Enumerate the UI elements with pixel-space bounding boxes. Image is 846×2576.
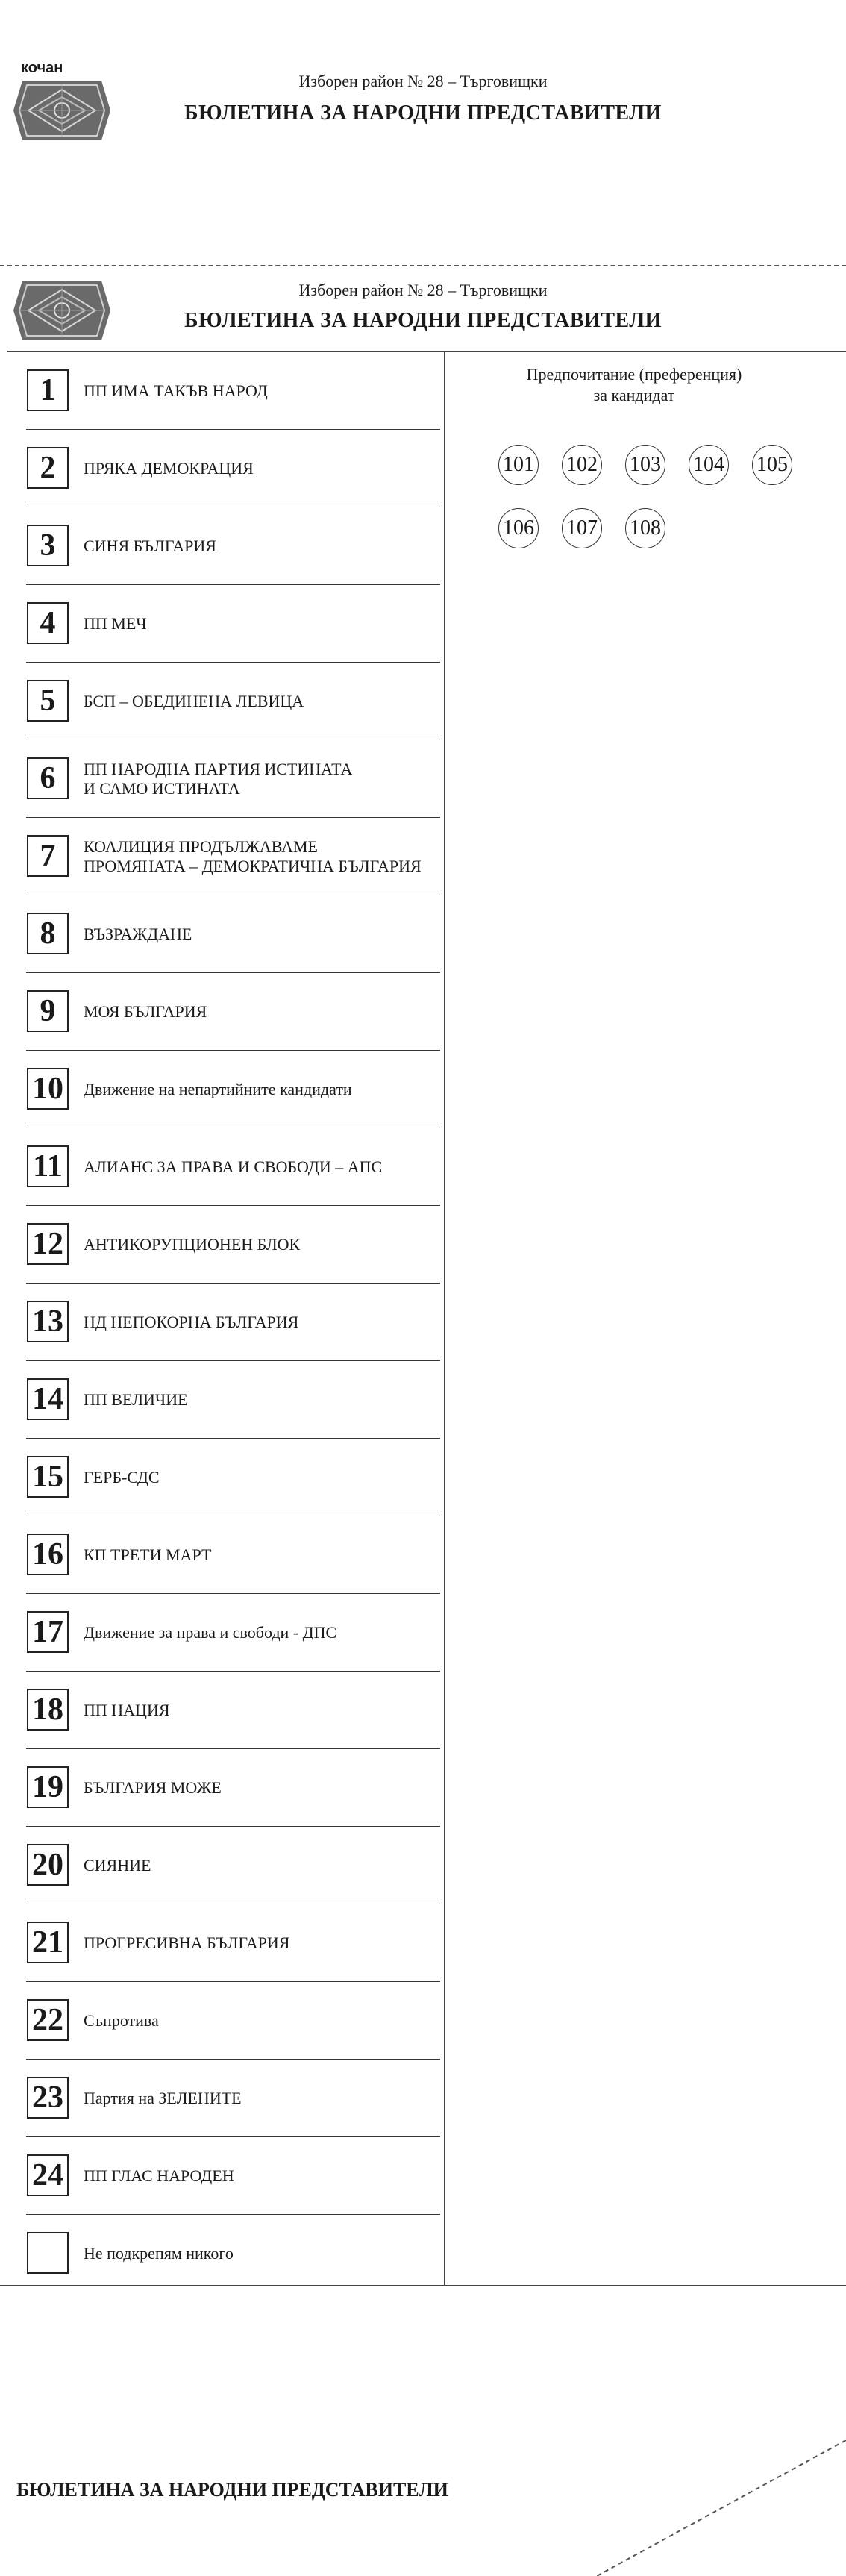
party-vote-box[interactable]: 24: [27, 2154, 69, 2196]
party-vote-box[interactable]: 3: [27, 525, 69, 566]
party-name: АЛИАНС ЗА ПРАВА И СВОБОДИ – АПС: [84, 1157, 383, 1176]
party-vote-box[interactable]: 15: [27, 1456, 69, 1498]
party-vote-box[interactable]: 6: [27, 757, 69, 799]
party-vote-box[interactable]: 4: [27, 602, 69, 644]
party-row: [0, 1128, 440, 1206]
party-row: [0, 818, 440, 895]
preference-circle[interactable]: 103: [625, 445, 665, 485]
party-vote-box[interactable]: 20: [27, 1844, 69, 1886]
party-vote-box[interactable]: 19: [27, 1766, 69, 1808]
party-row: [0, 430, 440, 507]
party-row: [0, 507, 440, 585]
party-vote-box[interactable]: [27, 2232, 69, 2274]
party-vote-box[interactable]: 23: [27, 2077, 69, 2119]
bottom-ballot-title: БЮЛЕТИНА ЗА НАРОДНИ ПРЕДСТАВИТЕЛИ: [16, 2479, 448, 2501]
preference-circle[interactable]: 104: [689, 445, 729, 485]
party-row: [0, 2215, 440, 2292]
party-vote-box[interactable]: 2: [27, 447, 69, 489]
party-vote-box[interactable]: 9: [27, 990, 69, 1032]
party-row: [0, 1904, 440, 1982]
party-name: ПРОГРЕСИВНА БЪЛГАРИЯ: [84, 1933, 290, 1952]
perforation-line: [0, 265, 846, 266]
party-vote-box[interactable]: 16: [27, 1534, 69, 1575]
party-row: [0, 1284, 440, 1361]
party-row: [0, 663, 440, 740]
party-row: [0, 973, 440, 1051]
preference-title: Предпочитание (преференция) за кандидат: [526, 365, 742, 404]
party-name: СИЯНИЕ: [84, 1856, 151, 1875]
party-name: АНТИКОРУПЦИОНЕН БЛОК: [84, 1235, 301, 1254]
party-name: Движение за права и свободи - ДПС: [84, 1623, 337, 1642]
party-row: [0, 1827, 440, 1904]
party-vote-box[interactable]: 22: [27, 1999, 69, 2041]
preference-circle[interactable]: 108: [625, 508, 665, 548]
party-name: ПП МЕЧ: [84, 614, 147, 633]
party-name: МОЯ БЪЛГАРИЯ: [84, 1002, 207, 1021]
party-row: [0, 585, 440, 663]
party-vote-box[interactable]: 14: [27, 1378, 69, 1420]
party-vote-box[interactable]: 11: [27, 1145, 69, 1187]
party-name: Не подкрепям никого: [84, 2244, 234, 2263]
party-name: ГЕРБ-СДС: [84, 1468, 160, 1486]
party-row: [0, 1361, 440, 1439]
preference-circle[interactable]: 105: [752, 445, 792, 485]
party-row: [0, 1594, 440, 1672]
party-name: ПП ВЕЛИЧИЕ: [84, 1390, 188, 1409]
party-row: [0, 1206, 440, 1284]
diagonal-cut-line: [597, 2440, 846, 2576]
party-row: [0, 740, 440, 818]
party-vote-box[interactable]: 5: [27, 680, 69, 722]
stub-label: кочан: [21, 60, 63, 76]
party-name: Съпротива: [84, 2011, 159, 2030]
party-row: [0, 1749, 440, 1827]
party-vote-box[interactable]: 10: [27, 1068, 69, 1110]
preference-circle[interactable]: 102: [562, 445, 602, 485]
party-row: [0, 2137, 440, 2215]
party-name: ПП НАРОДНА ПАРТИЯ ИСТИНАТА И САМО ИСТИНАТА: [84, 760, 353, 798]
party-row: [0, 1672, 440, 1749]
party-vote-box[interactable]: 8: [27, 913, 69, 954]
party-vote-box[interactable]: 18: [27, 1689, 69, 1731]
party-name: Движение на непартийните кандидати: [84, 1080, 352, 1098]
party-name: БЪЛГАРИЯ МОЖЕ: [84, 1778, 222, 1797]
ballot-title: БЮЛЕТИНА ЗА НАРОДНИ ПРЕДСТАВИТЕЛИ: [184, 309, 662, 332]
party-name: ПП ИМА ТАКЪВ НАРОД: [84, 381, 268, 400]
party-row: [0, 1516, 440, 1594]
party-vote-box[interactable]: 7: [27, 835, 69, 877]
party-name: КОАЛИЦИЯ ПРОДЪЛЖАВАМЕ ПРОМЯНАТА – ДЕМОКРАТИЧНА БЪЛГАРИЯ: [84, 837, 422, 875]
stub-district: Изборен район № 28 – Търговищки: [298, 72, 548, 90]
preference-circle[interactable]: 106: [498, 508, 539, 548]
party-name: ВЪЗРАЖДАНЕ: [84, 925, 192, 943]
party-name: ПРЯКА ДЕМОКРАЦИЯ: [84, 459, 254, 478]
stub-title: БЮЛЕТИНА ЗА НАРОДНИ ПРЕДСТАВИТЕЛИ: [184, 101, 662, 125]
party-name: КП ТРЕТИ МАРТ: [84, 1545, 212, 1564]
party-row: [0, 1051, 440, 1128]
party-vote-box[interactable]: 21: [27, 1922, 69, 1963]
party-vote-box[interactable]: 1: [27, 369, 69, 411]
party-row: [0, 352, 440, 430]
party-row: [0, 2060, 440, 2137]
party-vote-box[interactable]: 17: [27, 1611, 69, 1653]
party-name: СИНЯ БЪЛГАРИЯ: [84, 537, 216, 555]
party-row: [0, 895, 440, 973]
party-name: ПП НАЦИЯ: [84, 1701, 170, 1719]
party-vote-box[interactable]: 13: [27, 1301, 69, 1342]
party-vote-box[interactable]: 12: [27, 1223, 69, 1265]
party-name: НД НЕПОКОРНА БЪЛГАРИЯ: [84, 1313, 299, 1331]
party-name: БСП – ОБЕДИНЕНА ЛЕВИЦА: [84, 692, 304, 710]
preference-circle[interactable]: 107: [562, 508, 602, 548]
party-name: ПП ГЛАС НАРОДЕН: [84, 2166, 234, 2185]
preference-circle[interactable]: 101: [498, 445, 539, 485]
party-name: Партия на ЗЕЛЕНИТЕ: [84, 2089, 242, 2107]
ballot-district: Изборен район № 28 – Търговищки: [298, 281, 548, 299]
party-row: [0, 1439, 440, 1516]
party-row: [0, 1982, 440, 2060]
